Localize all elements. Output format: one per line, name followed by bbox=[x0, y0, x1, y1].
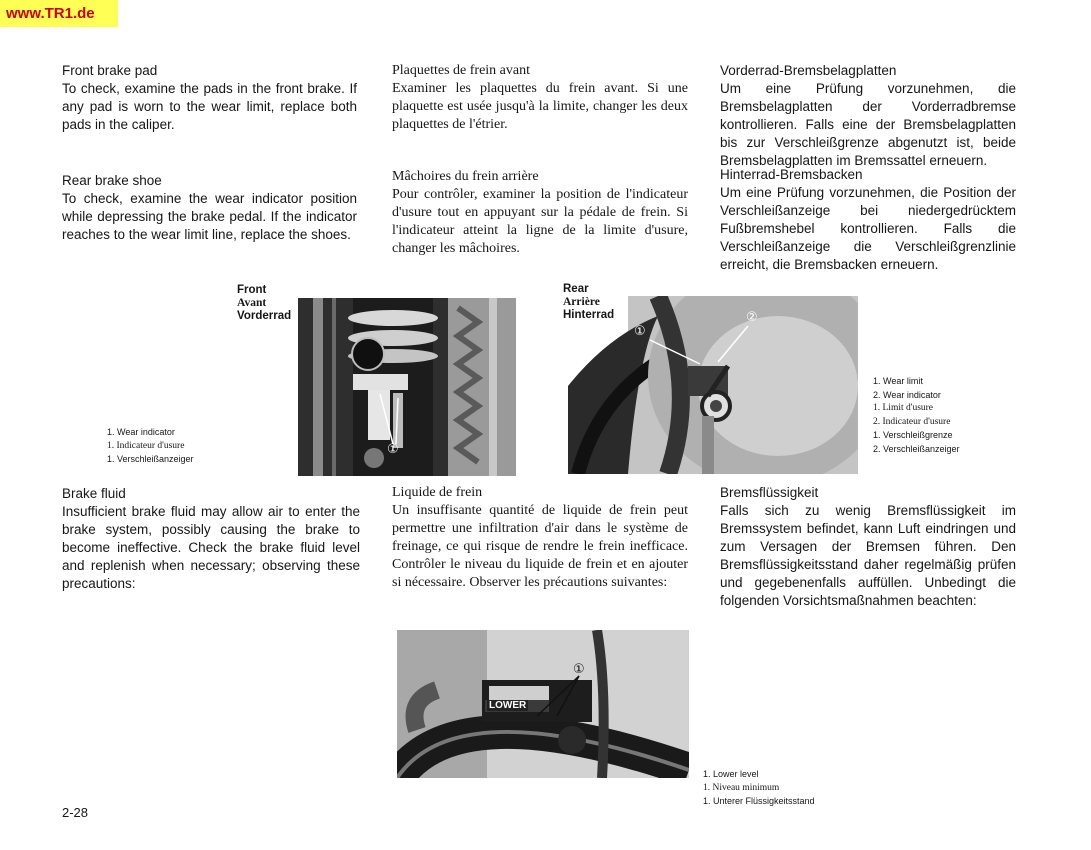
rear-legend-en-2: 2. Wear indicator bbox=[873, 389, 941, 400]
de-fluid-body: Falls sich zu wenig Bremsflüssigkeit im Bremssystem befindet, kann Luft eindringen und zum Versagen der Bremsen führen. Den Bremsflüssigkeitsstand daher regelmäßig prüfen und gegebenenfalls auffüllen. Unbedingt die folgenden Vorsichtsmaßnahmen beachten: bbox=[720, 503, 1016, 608]
rear-brake-photo bbox=[568, 296, 858, 474]
fluid-callout-1: ① bbox=[573, 662, 585, 677]
site-watermark: www.TR1.de bbox=[0, 0, 118, 27]
page-number: 2-28 bbox=[62, 805, 89, 820]
rear-legend bbox=[873, 375, 960, 456]
en-front-section bbox=[62, 62, 357, 134]
front-brake-illustration bbox=[298, 298, 516, 476]
fr-rear-body: Pour contrôler, examiner la position de l'indicateur d'usure tout en appuyant sur la pédale de frein. Si l'indicateur atteint la ligne de la limite d'usure, changer les mâchoires. bbox=[392, 187, 688, 256]
rear-legend-de-1: 1. Verschleißgrenze bbox=[873, 430, 953, 440]
de-rear-title: Hinterrad-Bremsbacken bbox=[720, 167, 863, 182]
de-rear-body: Um eine Prüfung vorzunehmen, die Position der Verschleißanzeige bei niedergedrücktem Fußbremshebel kontrollieren. Falls die Verschleißanzeige die Verschleißgrenzlinie erreicht, die Bremsbacken erneuern. bbox=[720, 185, 1016, 272]
brake-fluid-illustration bbox=[397, 630, 689, 778]
fluid-legend-en: 1. Lower level bbox=[703, 769, 759, 779]
de-front-title: Vorderrad-Bremsbelagplatten bbox=[720, 63, 897, 78]
rear-label-fr: Arrière bbox=[563, 296, 600, 308]
front-legend-en: 1. Wear indicator bbox=[107, 427, 175, 437]
fr-fluid-section bbox=[392, 484, 688, 592]
de-front-body: Um eine Prüfung vorzunehmen, die Bremsbelagplatten der Vorderradbremse kontrollieren. Falls eine der Bremsbelagplatten bis zur Verschleißgrenze abgenutzt ist, beide Bremsbelagplatten im Bremssattel erneuern. bbox=[720, 81, 1016, 168]
en-front-title: Front brake pad bbox=[62, 63, 158, 78]
rear-label-de: Hinterrad bbox=[563, 309, 615, 321]
rear-legend-fr-1: 1. Limit d'usure bbox=[873, 403, 934, 413]
front-legend-de: 1. Verschleißanzeiger bbox=[107, 454, 194, 464]
front-label-de: Vorderrad bbox=[237, 310, 292, 322]
de-fluid-title: Bremsflüssigkeit bbox=[720, 485, 819, 500]
front-label-fr: Avant bbox=[237, 297, 267, 309]
front-photo-caption bbox=[237, 284, 291, 323]
fr-front-title: Plaquettes de frein avant bbox=[392, 63, 531, 78]
fluid-legend bbox=[703, 768, 815, 809]
de-fluid-section bbox=[720, 484, 1016, 610]
front-legend bbox=[107, 426, 194, 467]
fr-fluid-title: Liquide de frein bbox=[392, 485, 483, 500]
rear-photo-caption bbox=[563, 283, 614, 322]
en-front-body: To check, examine the pads in the front brake. If any pad is worn to the wear limit, replace both pads in the caliper. bbox=[62, 81, 357, 132]
fr-front-body: Examiner les plaquettes du frein avant. Si une plaquette est usée jusqu'à la limite, changer les deux plaquettes de l'étrier. bbox=[392, 81, 688, 132]
en-fluid-section bbox=[62, 485, 360, 593]
fluid-legend-de: 1. Unterer Flüssigkeitsstand bbox=[703, 796, 815, 806]
fr-rear-section bbox=[392, 168, 688, 258]
en-rear-body: To check, examine the wear indicator position while depressing the brake pedal. If the indicator reaches to the wear limit line, replace the shoes. bbox=[62, 191, 357, 242]
front-label-en: Front bbox=[237, 284, 267, 296]
rear-legend-de-2: 2. Verschleißanzeiger bbox=[873, 443, 960, 454]
rear-callout-2: ② bbox=[746, 310, 758, 325]
rear-label-en: Rear bbox=[563, 283, 589, 295]
fr-fluid-body: Un insuffisante quantité de liquide de frein peut permettre une infiltration d'air dans le système de freinage, ce qui risque de rendre le frein inefficace. Contrôler le niveau du liquide de frein et en ajouter si nécessaire. Observer les précautions suivantes: bbox=[392, 503, 688, 590]
front-brake-photo bbox=[298, 298, 516, 476]
en-fluid-title: Brake fluid bbox=[62, 486, 126, 501]
brake-fluid-photo bbox=[397, 630, 689, 778]
rear-brake-illustration bbox=[568, 296, 858, 474]
rear-legend-fr-2: 2. Indicateur d'usure bbox=[873, 416, 951, 427]
front-legend-fr: 1. Indicateur d'usure bbox=[107, 440, 185, 451]
fluid-legend-fr: 1. Niveau minimum bbox=[703, 782, 780, 793]
front-callout-1: ① bbox=[387, 442, 399, 457]
en-rear-title: Rear brake shoe bbox=[62, 173, 162, 188]
fr-rear-title: Mâchoires du frein arrière bbox=[392, 169, 539, 184]
de-rear-section bbox=[720, 166, 1016, 274]
rear-callout-1: ① bbox=[634, 324, 646, 339]
fluid-lower-mark: LOWER bbox=[489, 700, 527, 711]
fr-front-section bbox=[392, 62, 688, 134]
de-front-section bbox=[720, 62, 1016, 170]
rear-legend-en-1: 1. Wear limit bbox=[873, 376, 923, 386]
en-rear-section bbox=[62, 172, 357, 244]
en-fluid-body: Insufficient brake fluid may allow air to enter the brake system, possibly causing the brake to become ineffective. Check the brake fluid level and replenish when necessary; observing these precautions: bbox=[62, 504, 360, 591]
